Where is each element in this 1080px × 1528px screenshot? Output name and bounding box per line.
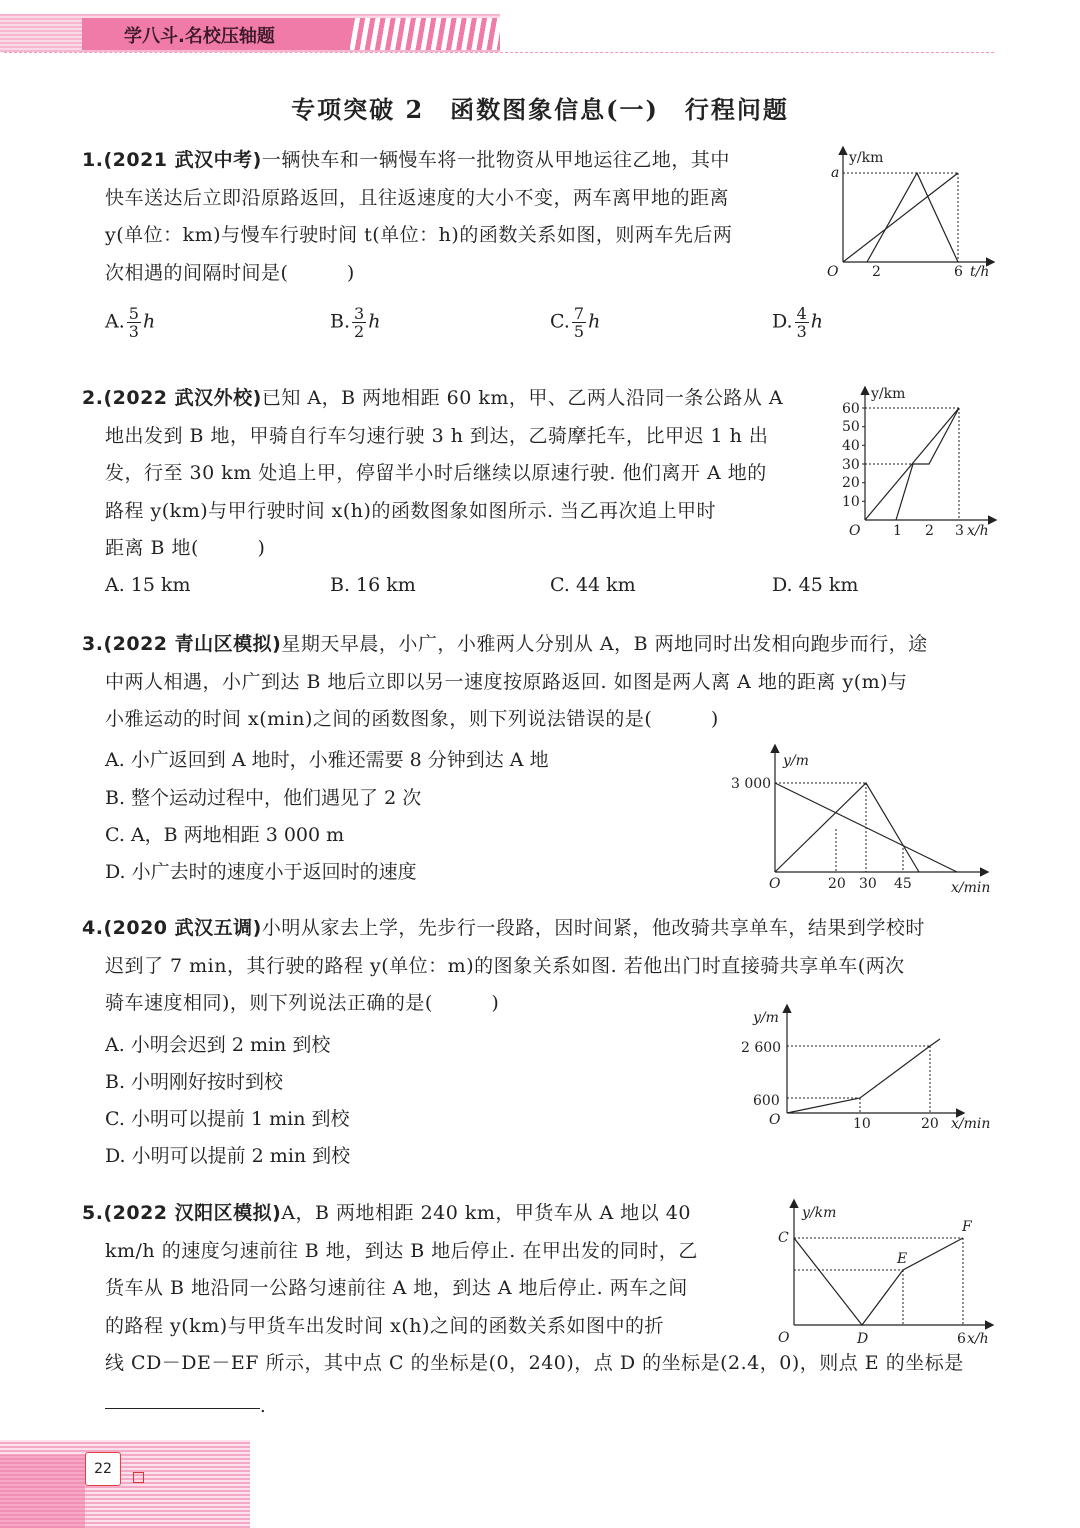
- question-text: 的路程 y(km)与甲货车出发时间 x(h)之间的函数关系如图中的折: [105, 1314, 664, 1337]
- origin-label: O: [769, 876, 781, 892]
- tick-x-30: 30: [859, 876, 877, 892]
- option-b[interactable]: B. 16 km: [330, 574, 416, 596]
- question-number: 1.: [82, 149, 104, 171]
- question-text: 路程 y(km)与甲行驶时间 x(h)的函数图象如图所示. 当乙再次追上甲时: [105, 499, 717, 522]
- q4-graph: [735, 1000, 1000, 1140]
- x-axis-label: x/min: [951, 1116, 991, 1132]
- option-c[interactable]: C. $\frac{7}{5}$ h: [550, 304, 601, 341]
- tick-x: 3: [955, 523, 964, 539]
- point-e-label: E: [897, 1251, 908, 1267]
- option-b[interactable]: B. 小明刚好按时到校: [105, 1071, 284, 1093]
- xiaoguang-line: [775, 783, 919, 872]
- question-text: 发，行至 30 km 处追上甲，停留半小时后继续以原速行驶. 他们离开 A 地的: [105, 462, 767, 484]
- page-number: 22: [85, 1452, 121, 1486]
- question-2: [82, 380, 783, 568]
- tick-x-2: 2: [872, 264, 881, 280]
- y-axis-label: y/m: [753, 1010, 779, 1026]
- point-d-label: D: [857, 1331, 869, 1347]
- tick-y-600: 600: [753, 1093, 780, 1109]
- question-text: A，B 两地相距 240 km，甲货车从 A 地以 40: [281, 1202, 691, 1224]
- question-source: (2022 武汉外校): [103, 387, 262, 409]
- header-divider: [4, 52, 994, 53]
- tick-a: a: [831, 165, 840, 181]
- question-number: 3.: [82, 633, 104, 655]
- option-a[interactable]: A. $\frac{5}{3}$ h: [105, 304, 156, 341]
- question-text: 线 CD－DE－EF 所示，其中点 C 的坐标是(0，240)，点 D 的坐标是(2.4，0)，则点 E 的坐标是: [105, 1352, 964, 1374]
- question-number: 2.: [82, 387, 104, 409]
- point-c-label: C: [778, 1230, 789, 1246]
- tick-x: 2: [925, 523, 934, 539]
- option-a[interactable]: A. 15 km: [105, 574, 191, 596]
- question-source: (2021 武汉中考): [103, 149, 262, 171]
- x-axis-label: t/h: [970, 264, 990, 280]
- tick-y: 50: [842, 419, 860, 435]
- question-text: km/h 的速度匀速前往 B 地，到达 B 地后停止. 在甲出发的同时，乙: [105, 1239, 698, 1262]
- option-c[interactable]: C. A，B 两地相距 3 000 m: [105, 824, 345, 846]
- fast-car-line: [867, 173, 958, 262]
- option-c[interactable]: C. 44 km: [550, 574, 636, 596]
- slow-car-line: [843, 173, 958, 262]
- x-axis-label: x/h: [967, 1331, 989, 1347]
- origin-label: O: [827, 264, 839, 280]
- tick-x-10: 10: [853, 1116, 871, 1132]
- square-icon: [133, 1472, 144, 1483]
- question-text: 快车送达后立即沿原路返回，且往返速度的大小不变，两车离甲地的距离: [105, 186, 730, 209]
- tick-x-45: 45: [894, 876, 912, 892]
- option-c[interactable]: C. 小明可以提前 1 min 到校: [105, 1108, 350, 1130]
- tick-y-2600: 2 600: [741, 1040, 782, 1056]
- footer-accent: [0, 1455, 85, 1528]
- tick-y: 20: [842, 475, 860, 491]
- jia-line: [865, 408, 959, 520]
- question-text: 小明从家去上学，先步行一段路，因时间紧，他改骑共享单车，结果到学校时: [261, 917, 925, 939]
- tick-x-20: 20: [828, 876, 846, 892]
- y-axis-label: y/m: [783, 753, 809, 769]
- y-axis-label: y/km: [802, 1205, 837, 1221]
- q3-graph: [725, 740, 1000, 900]
- question-text: 小雅运动的时间 x(min)之间的函数图象，则下列说法错误的是( ): [105, 708, 719, 730]
- tick-y: 30: [842, 457, 860, 473]
- origin-label: O: [849, 523, 861, 539]
- q5-graph: [770, 1195, 1000, 1355]
- option-d[interactable]: D. 45 km: [772, 574, 859, 596]
- question-text: 中两人相遇，小广到达 B 地后立即以另一速度按原路返回. 如图是两人离 A 地的距离 y(m)与: [105, 670, 908, 693]
- q2-graph: [835, 380, 1000, 545]
- question-source: (2022 汉阳区模拟): [103, 1202, 282, 1224]
- question-text: 一辆快车和一辆慢车将一批物资从甲地运往乙地，其中: [261, 149, 730, 171]
- question-text: 地出发到 B 地，甲骑自行车匀速行驶 3 h 到达，乙骑摩托车，比甲迟 1 h 出: [105, 424, 769, 447]
- header-title: 学八斗.名校压轴题: [124, 26, 275, 47]
- q1-graph: [815, 140, 1000, 285]
- origin-label: O: [769, 1112, 781, 1128]
- question-text: 货车从 B 地沿同一公路匀速前往 A 地，到达 A 地后停止. 两车之间: [105, 1277, 688, 1299]
- tick-x-6: 6: [954, 264, 963, 280]
- question-1: [82, 142, 732, 292]
- option-a[interactable]: A. 小广返回到 A 地时，小雅还需要 8 分钟到达 A 地: [105, 749, 549, 771]
- question-source: (2020 武汉五调): [103, 917, 262, 939]
- end-mark: .: [260, 1396, 266, 1417]
- tick-y: 40: [842, 438, 860, 454]
- route-line: [787, 1039, 940, 1113]
- point-f-label: F: [962, 1219, 972, 1235]
- question-text: 已知 A，B 两地相距 60 km，甲、乙两人沿同一条公路从 A: [261, 387, 784, 409]
- option-d[interactable]: D. 小广去时的速度小于返回时的速度: [105, 861, 417, 883]
- option-d[interactable]: D. 小明可以提前 2 min 到校: [105, 1145, 351, 1167]
- question-number: 4.: [82, 917, 104, 939]
- question-text: y(单位：km)与慢车行驶时间 t(单位：h)的函数关系如图，则两车先后两: [105, 224, 733, 246]
- question-text: 骑车速度相同)，则下列说法正确的是( ): [105, 992, 500, 1014]
- question-number: 5.: [82, 1202, 104, 1224]
- y-axis-label: y/km: [871, 386, 906, 402]
- option-b[interactable]: B. $\frac{3}{2}$ h: [330, 304, 381, 341]
- tick-x-20: 20: [921, 1116, 939, 1132]
- option-a[interactable]: A. 小明会迟到 2 min 到校: [105, 1034, 331, 1056]
- polyline-cdef: [794, 1238, 963, 1325]
- header-stripes: [350, 18, 500, 50]
- y-axis-label: y/km: [849, 150, 884, 166]
- tick-x: 1: [893, 523, 902, 539]
- option-b[interactable]: B. 整个运动过程中，他们遇见了 2 次: [105, 787, 422, 809]
- question-text: 星期天早晨，小广，小雅两人分别从 A，B 两地同时出发相向跑步而行，途: [281, 633, 928, 655]
- x-axis-label: x/min: [951, 880, 991, 896]
- answer-blank[interactable]: [105, 1408, 260, 1409]
- x-axis-label: x/h: [967, 523, 989, 539]
- origin-label: O: [778, 1330, 790, 1346]
- question-text: 次相遇的间隔时间是( ): [105, 261, 355, 284]
- question-source: (2022 青山区模拟): [103, 633, 282, 655]
- question-text: 距离 B 地( ): [105, 537, 266, 559]
- tick-y-3000: 3 000: [731, 776, 772, 792]
- question-text: 迟到了 7 min，其行驶的路程 y(单位：m)的图象关系如图. 若他出门时直接骑共享单车(两次: [105, 954, 905, 977]
- tick-y: 60: [842, 401, 860, 417]
- page-title: 专项突破 2 函数图象信息(一) 行程问题: [291, 95, 789, 124]
- tick-y: 10: [842, 494, 860, 510]
- question-3: [82, 626, 928, 739]
- option-d[interactable]: D. $\frac{4}{3}$ h: [772, 304, 824, 341]
- tick-x-6: 6: [957, 1331, 966, 1347]
